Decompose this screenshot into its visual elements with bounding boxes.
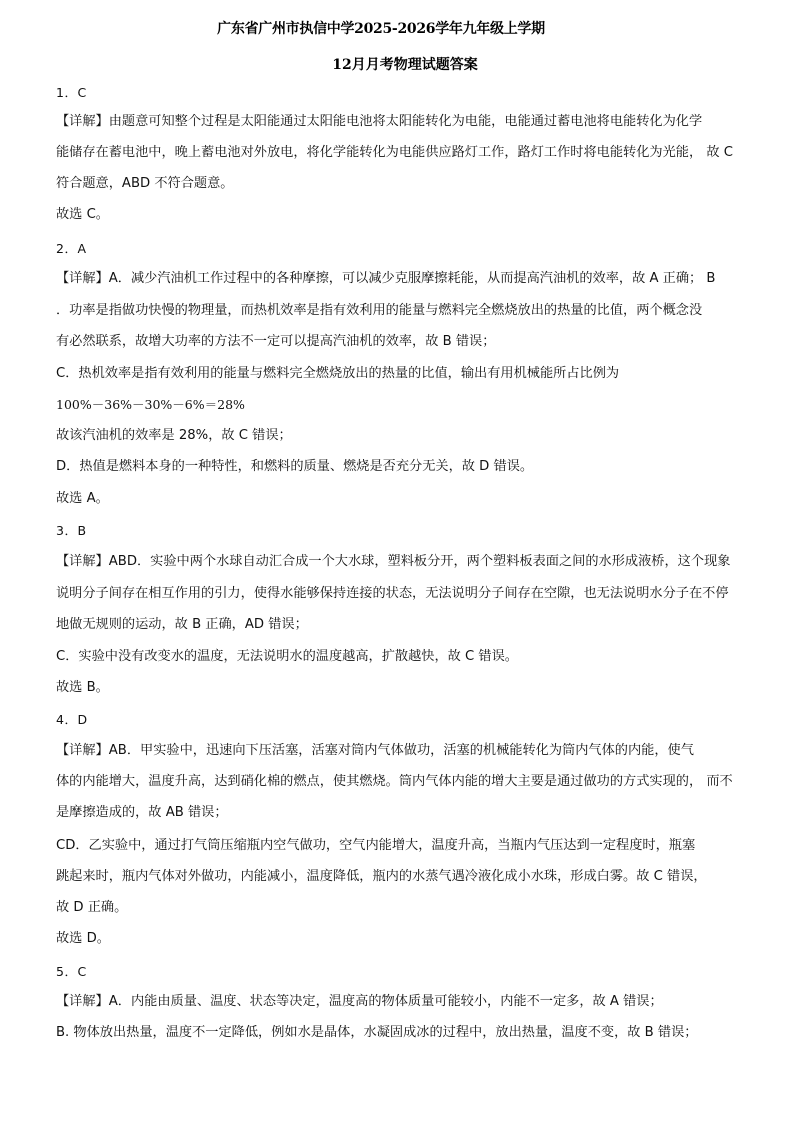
explanation-line: 体的内能增大，温度升高，达到硝化棉的燃点，使其燃烧。筒内气体内能的增大主要是通过做功的方式实现的， 而不 — [56, 774, 733, 789]
explanation-line: 能储存在蓄电池中，晚上蓄电池对外放电，将化学能转化为电能供应路灯工作，路灯工作时将电能转化为光能， 故 C — [56, 145, 733, 160]
explanation-line: 故 D 正确。 — [56, 900, 128, 915]
explanation-line: 【详解】由题意可知整个过程是太阳能通过太阳能电池将太阳能转化为电能，电能通过蓄电池将电能转化为化学 — [56, 114, 703, 129]
explanation-line: 故该汽油机的效率是 28%，故 C 错误； — [56, 428, 292, 443]
explanation-line: 地做无规则的运动，故 B 正确，AD 错误； — [56, 617, 308, 632]
explanation-line: 跳起来时，瓶内气体对外做功，内能减小，温度降低，瓶内的水蒸气遇冷液化成小水珠，形成白雾。故 C 错误， — [56, 869, 707, 884]
explanation-line: 【详解】ABD．实验中两个水球自动汇合成一个大水球，塑料板分开，两个塑料板表面之间的水形成液桥，这个现象 — [56, 554, 731, 569]
formula-line: 100%－36%－30%－6%＝28% — [56, 397, 245, 412]
explanation-line: 【详解】AB．甲实验中，迅速向下压活塞，活塞对筒内气体做功，活塞的机械能转化为筒内气体的内能，使气 — [56, 743, 694, 758]
answer-line: 故选 A。 — [56, 491, 109, 506]
question-number-5: 5．C — [56, 964, 87, 979]
document-title-line2: 12月月考物理试题答案 — [332, 57, 478, 73]
explanation-line: 有必然联系，故增大功率的方法不一定可以提高汽油机的效率，故 B 错误； — [56, 334, 496, 349]
answer-line: 故选 C。 — [56, 207, 109, 222]
explanation-line: 【详解】A．减少汽油机工作过程中的各种摩擦，可以减少克服摩擦耗能，从而提高汽油机的效率，故 A 正确； B — [56, 271, 716, 286]
explanation-line: CD．乙实验中，通过打气筒压缩瓶内空气做功，空气内能增大，温度升高，当瓶内气压达到一定程度时，瓶塞 — [56, 838, 696, 853]
question-number-4: 4．D — [56, 712, 88, 727]
explanation-line: 是摩擦造成的，故 AB 错误； — [56, 805, 228, 820]
explanation-line: D．热值是燃料本身的一种特性，和燃料的质量、燃烧是否充分无关，故 D 错误。 — [56, 459, 534, 474]
explanation-line: ．功率是指做功快慢的物理量，而热机效率是指有效利用的能量与燃料完全燃烧放出的热量的比值，两个概念没 — [56, 303, 703, 318]
explanation-line: C．实验中没有改变水的温度，无法说明水的温度越高，扩散越快，故 C 错误。 — [56, 649, 518, 664]
explanation-line: 说明分子间存在相互作用的引力，使得水能够保持连接的状态，无法说明分子间存在空隙，也无法说明水分子在不停 — [56, 586, 729, 601]
question-number-2: 2．A — [56, 241, 87, 256]
explanation-line: 【详解】A．内能由质量、温度、状态等决定，温度高的物体质量可能较小，内能不一定多，故 A 错误； — [56, 994, 663, 1009]
explanation-line: C．热机效率是指有效利用的能量与燃料完全燃烧放出的热量的比值，输出有用机械能所占比例为 — [56, 366, 620, 381]
explanation-line: 符合题意，ABD 不符合题意。 — [56, 176, 234, 191]
document-title-line1: 广东省广州市执信中学2025-2026学年九年级上学期 — [217, 21, 545, 37]
question-number-3: 3．B — [56, 523, 87, 538]
explanation-line: B. 物体放出热量，温度不一定降低，例如水是晶体，水凝固成冰的过程中，放出热量，温度不变，故 B 错误； — [56, 1025, 698, 1040]
answer-line: 故选 B。 — [56, 680, 109, 695]
answer-line: 故选 D。 — [56, 931, 110, 946]
question-number-1: 1．C — [56, 85, 87, 100]
